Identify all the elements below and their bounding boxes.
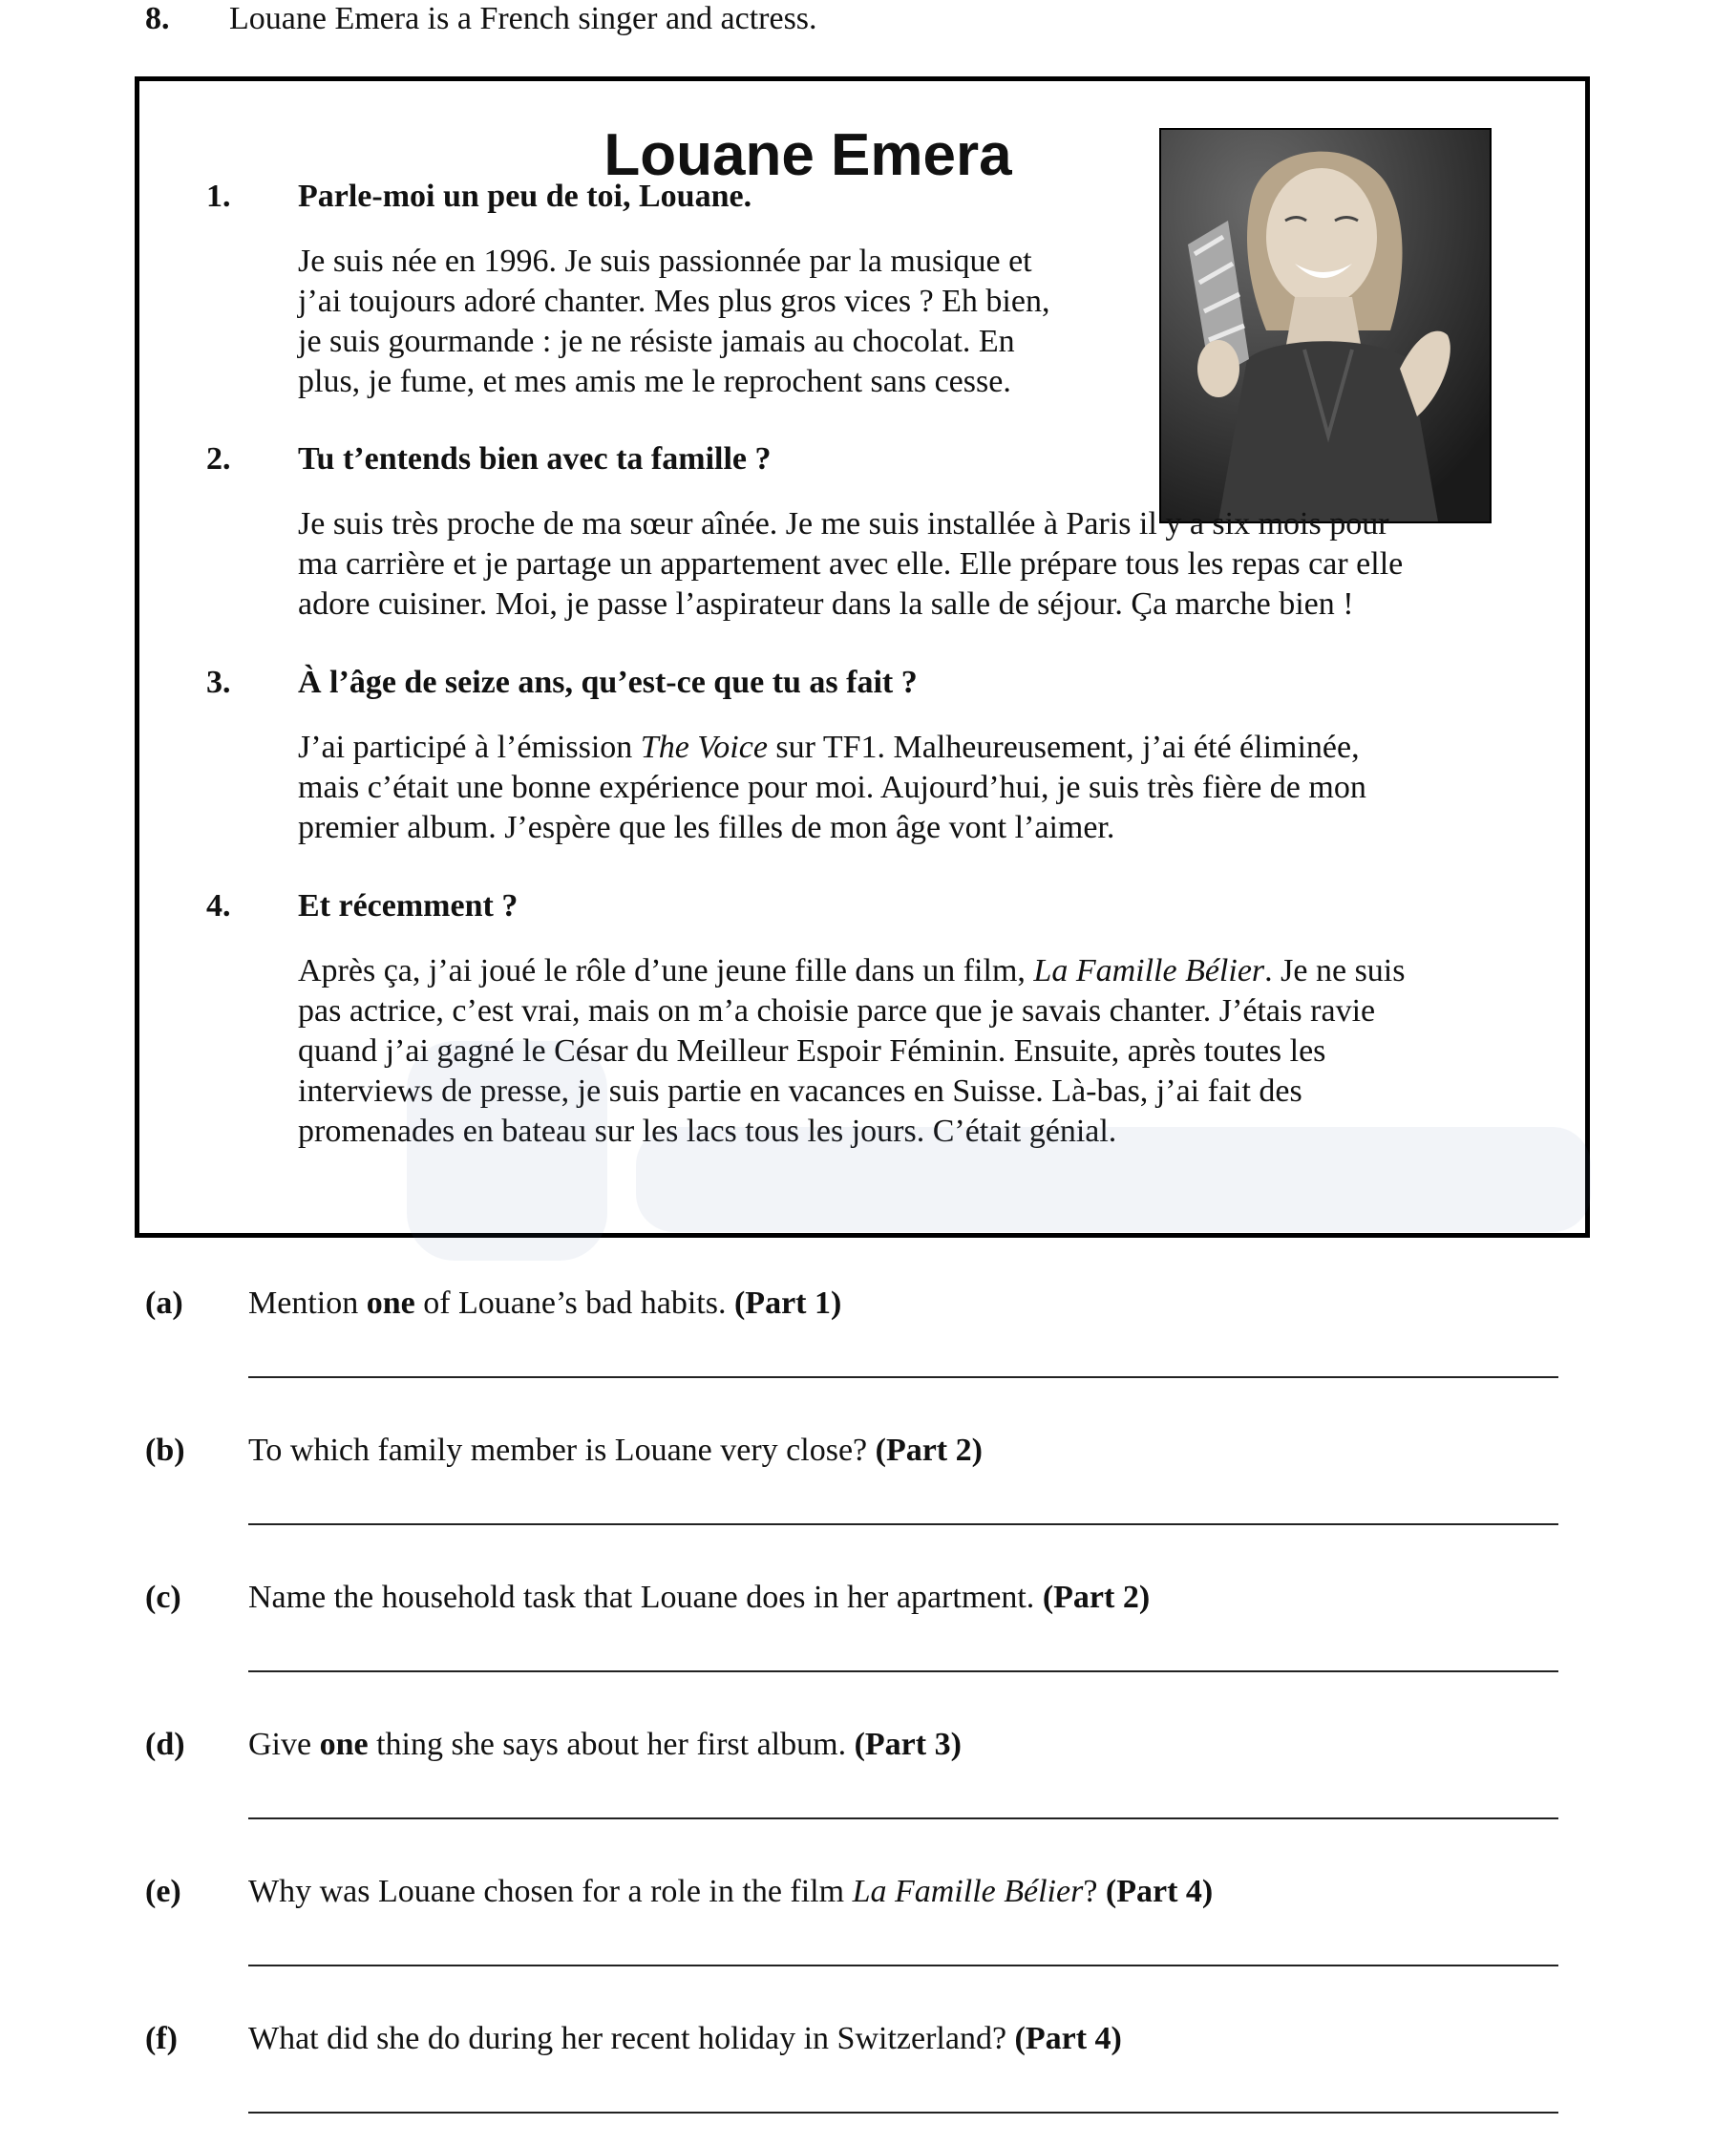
question-text: of Louane’s bad habits. [414, 1285, 734, 1321]
film-title: La Famille Bélier [852, 1874, 1084, 1909]
question-header [145, 0, 817, 38]
sub-question-e [145, 1873, 1558, 1978]
answer-line: plus, je fume, et mes amis me le reprochent sans cesse. [298, 364, 1011, 399]
show-title: The Voice [640, 730, 768, 765]
answer-text: Après ça, j’ai joué le rôle d’une jeune fille dans un film, [298, 953, 1034, 988]
part-question: Et récemment ? [298, 888, 519, 924]
interview-part-4 [139, 886, 1572, 1192]
question-text: Why was Louane chosen for a role in the film [248, 1874, 853, 1909]
part-answer [298, 504, 1403, 625]
answer-line-field[interactable] [248, 1965, 1558, 1966]
sub-question-text [248, 1726, 962, 1764]
part-answer [298, 728, 1366, 848]
answer-line-field[interactable] [248, 1670, 1558, 1672]
interview-part-2 [139, 439, 1572, 630]
answer-text: sur TF1. Malheureusement, j’ai été éliminée, [767, 730, 1360, 765]
part-reference: (Part 3) [854, 1727, 962, 1762]
answer-line-field[interactable] [248, 1376, 1558, 1378]
sub-question-text [248, 2020, 1122, 2058]
answer-line [298, 728, 1366, 768]
sub-question-a [145, 1285, 1558, 1390]
question-number: 8. [145, 1, 170, 36]
answer-line: Je suis née en 1996. Je suis passionnée par la musique et [298, 244, 1032, 279]
part-answer [298, 951, 1405, 1152]
article-box [135, 76, 1590, 1238]
sub-question-label: (e) [145, 1874, 181, 1909]
answer-text: J’ai participé à l’émission [298, 730, 641, 765]
question-text: Name the household task that Louane does in her apartment. [248, 1580, 1043, 1615]
question-text: Give [248, 1727, 320, 1762]
answer-text: . Je ne suis [1264, 953, 1406, 988]
answer-line-field[interactable] [248, 1817, 1558, 1819]
answer-line [298, 951, 1405, 991]
answer-line: j’ai toujours adoré chanter. Mes plus gros vices ? Eh bien, [298, 284, 1050, 319]
question-text: What did she do during her recent holiday in Switzerland? [248, 2021, 1015, 2056]
answer-line: ma carrière et je partage un appartement avec elle. Elle prépare tous les repas car elle [298, 546, 1404, 582]
sub-question-text [248, 1432, 983, 1470]
answer-line-field[interactable] [248, 2112, 1558, 2114]
answer-line: quand j’ai gagné le César du Meilleur Espoir Féminin. Ensuite, après toutes les [298, 1033, 1326, 1069]
sub-question-d [145, 1726, 1558, 1831]
part-number: 1. [206, 179, 231, 214]
sub-question-label: (f) [145, 2021, 178, 2056]
interview-part-3 [139, 663, 1572, 854]
part-number: 2. [206, 441, 231, 477]
sub-question-c [145, 1579, 1558, 1684]
answer-line-field[interactable] [248, 1523, 1558, 1525]
answer-line: interviews de presse, je suis partie en vacances en Suisse. Là-bas, j’ai fait des [298, 1073, 1302, 1109]
sub-question-f [145, 2020, 1558, 2125]
question-text: To which family member is Louane very close? [248, 1433, 876, 1468]
sub-question-text [248, 1873, 1213, 1911]
interview-part-1 [139, 177, 1190, 399]
emphasis-text: one [366, 1285, 415, 1321]
answer-line: adore cuisiner. Moi, je passe l’aspirateur dans la salle de séjour. Ça marche bien ! [298, 586, 1354, 622]
sub-question-label: (d) [145, 1727, 185, 1762]
answer-line: mais c’était une bonne expérience pour moi. Aujourd’hui, je suis très fière de mon [298, 770, 1366, 805]
sub-question-label: (a) [145, 1285, 183, 1321]
emphasis-text: one [319, 1727, 369, 1762]
part-number: 3. [206, 665, 231, 700]
question-intro: Louane Emera is a French singer and actress. [229, 1, 817, 36]
part-reference: (Part 2) [1042, 1580, 1151, 1615]
answer-line: je suis gourmande : je ne résiste jamais au chocolat. En [298, 324, 1015, 359]
sub-question-text [248, 1579, 1150, 1617]
part-question: Parle-moi un peu de toi, Louane. [298, 179, 752, 214]
article-title: Louane Emera [603, 122, 1012, 188]
part-reference: (Part 1) [733, 1285, 842, 1321]
sub-question-label: (c) [145, 1580, 181, 1615]
part-question: Tu t’entends bien avec ta famille ? [298, 441, 772, 477]
question-text: thing she says about her first album. [368, 1727, 855, 1762]
part-number: 4. [206, 888, 231, 924]
part-question: À l’âge de seize ans, qu’est-ce que tu as fait ? [298, 665, 918, 700]
film-title: La Famille Bélier [1033, 953, 1265, 988]
answer-line: pas actrice, c’est vrai, mais on m’a choisie parce que je savais chanter. J’étais ravie [298, 993, 1376, 1029]
sub-question-text [248, 1285, 841, 1323]
question-text: ? [1083, 1874, 1106, 1909]
answer-line: Je suis très proche de ma sœur aînée. Je me suis installée à Paris il y a six mois pour [298, 506, 1389, 542]
answer-line: premier album. J’espère que les filles de mon âge vont l’aimer. [298, 810, 1115, 845]
part-reference: (Part 4) [1014, 2021, 1122, 2056]
part-reference: (Part 2) [875, 1433, 983, 1468]
answer-line: promenades en bateau sur les lacs tous les jours. C’était génial. [298, 1114, 1117, 1149]
part-answer [298, 242, 1049, 402]
sub-question-label: (b) [145, 1433, 185, 1468]
question-text: Mention [248, 1285, 367, 1321]
sub-question-b [145, 1432, 1558, 1537]
part-reference: (Part 4) [1105, 1874, 1214, 1909]
